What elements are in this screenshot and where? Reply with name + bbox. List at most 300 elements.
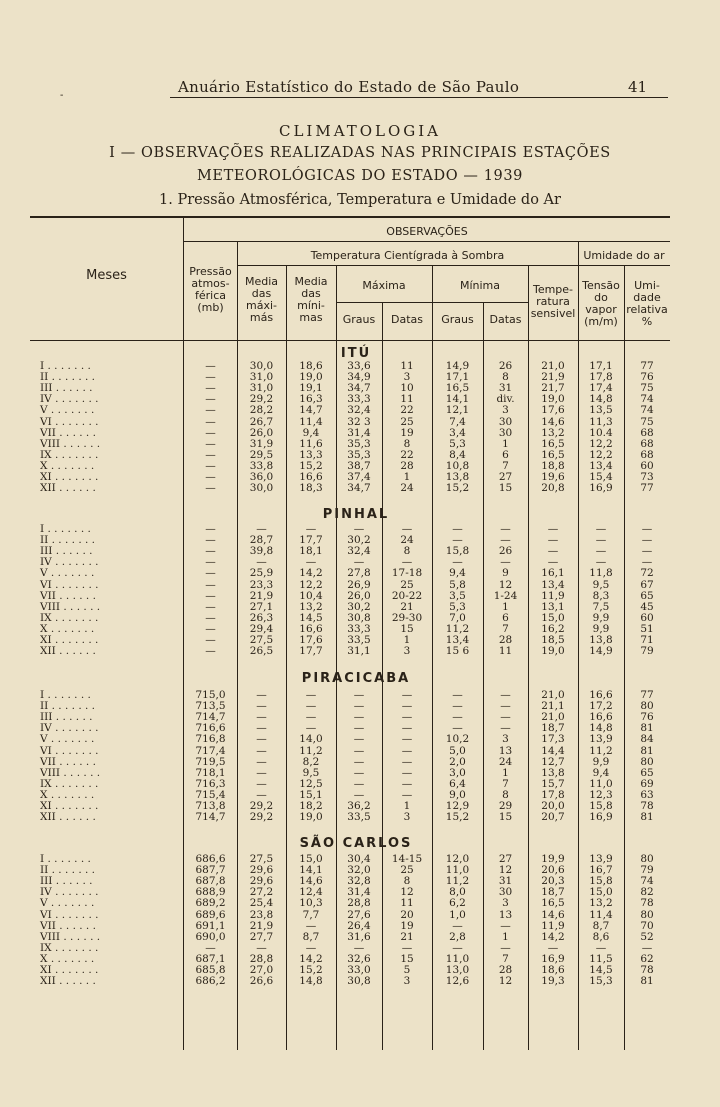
month-label: XII . . . . . . xyxy=(40,975,100,988)
month-label: XII . . . . . . xyxy=(40,645,100,658)
cell-max-graus: 34,9 xyxy=(347,371,371,384)
month-label: XI . . . . . . . xyxy=(40,634,99,646)
cell-media-max: 31,0 xyxy=(249,371,274,384)
cell-umidade-rel: 70 xyxy=(640,919,654,932)
cell-max-datas: 1 xyxy=(403,634,411,646)
cell-min-graus: 7,0 xyxy=(449,611,466,624)
month-label: II . . . . . . . xyxy=(40,371,96,384)
month-label: X . . . . . . . xyxy=(40,952,98,965)
table-row xyxy=(0,417,720,428)
cell-max-graus: 26,0 xyxy=(347,589,371,602)
table-row xyxy=(0,646,720,657)
cell-media-min: 11,2 xyxy=(299,744,323,757)
cell-media-max: — xyxy=(256,733,267,746)
cell-media-max: 27,2 xyxy=(249,886,274,899)
cell-temp-sensivel: 14,4 xyxy=(541,744,565,757)
header-observacoes: OBSERVAÇÕES xyxy=(386,225,468,238)
cell-max-datas: 5 xyxy=(403,964,411,976)
cell-media-min: 7,7 xyxy=(302,908,320,921)
cell-temp-sensivel: 11,9 xyxy=(541,919,565,932)
cell-max-graus: — xyxy=(353,788,365,801)
cell-media-max: 29,6 xyxy=(249,875,274,888)
header-temp-sensivel: Tempe- ratura sensivel xyxy=(530,283,576,320)
cell-min-graus: — xyxy=(452,689,463,701)
month-label: III . . . . . . xyxy=(40,545,96,558)
cell-pressao: 716,6 xyxy=(195,722,226,735)
cell-min-datas: 26 xyxy=(498,360,513,372)
cell-min-graus: 17,1 xyxy=(445,371,470,384)
cell-min-graus: 16,5 xyxy=(445,382,470,395)
cell-tensao-vapor: 7,5 xyxy=(592,600,610,613)
cell-max-graus: 27,6 xyxy=(347,908,371,921)
cell-min-graus: 1,0 xyxy=(449,908,466,921)
cell-umidade-rel: 81 xyxy=(640,722,654,735)
cell-media-max: — xyxy=(256,711,267,724)
cell-max-datas: 3 xyxy=(403,371,411,384)
cell-max-datas: 11 xyxy=(400,897,414,910)
cell-max-datas: 25 xyxy=(400,864,414,877)
month-label: VIII . . . . . . xyxy=(40,437,101,450)
cell-media-max: 29,2 xyxy=(249,393,274,406)
cell-min-datas: 24 xyxy=(498,755,513,768)
cell-tensao-vapor: 16,9 xyxy=(589,811,613,824)
cell-temp-sensivel: 21,1 xyxy=(541,700,565,713)
month-label: XII . . . . . . xyxy=(40,482,100,495)
cell-max-datas: 20 xyxy=(400,908,414,921)
cell-media-max: 21,9 xyxy=(249,919,274,932)
cell-min-graus: 3,4 xyxy=(449,426,466,439)
cell-temp-sensivel: 21,0 xyxy=(541,360,565,372)
cell-max-graus: 26,4 xyxy=(347,919,371,932)
cell-temp-sensivel: 15,7 xyxy=(541,777,565,790)
cell-max-datas: 19 xyxy=(400,919,414,932)
cell-temp-sensivel: 16,5 xyxy=(541,897,565,910)
cell-pressao: — xyxy=(205,426,216,439)
month-label: VII . . . . . . xyxy=(40,755,100,768)
cell-temp-sensivel: 20,3 xyxy=(541,875,565,888)
cell-min-datas: — xyxy=(500,689,511,701)
cell-pressao: — xyxy=(205,600,216,613)
station-name: PIRACICABA xyxy=(301,671,411,686)
cell-umidade-rel: 68 xyxy=(640,437,654,450)
cell-min-datas: 31 xyxy=(498,875,513,888)
cell-media-max: 31,9 xyxy=(249,437,274,450)
cell-min-graus: — xyxy=(452,556,463,569)
month-label: VI . . . . . . . xyxy=(40,578,99,591)
cell-temp-sensivel: 20,6 xyxy=(541,864,565,877)
header-media-max: Media das máxi- más xyxy=(244,275,279,324)
month-label: VII . . . . . . xyxy=(40,919,100,932)
cell-temp-sensivel: 13,2 xyxy=(541,426,565,439)
cell-min-datas: — xyxy=(500,556,511,569)
cell-pressao: — xyxy=(205,382,216,395)
month-label: III . . . . . . xyxy=(40,382,96,395)
cell-max-graus: 30,2 xyxy=(347,534,371,547)
cell-umidade-rel: 80 xyxy=(640,700,654,713)
cell-pressao: — xyxy=(205,459,216,472)
cell-media-max: 27,5 xyxy=(249,853,274,865)
cell-temp-sensivel: 13,4 xyxy=(541,578,565,591)
month-label: IV . . . . . . . xyxy=(40,722,99,735)
cell-min-datas: 13 xyxy=(498,908,513,921)
cell-media-min: 15,2 xyxy=(299,964,323,976)
cell-pressao: — xyxy=(205,415,216,428)
cell-max-graus: — xyxy=(353,700,365,713)
cell-min-datas: 26 xyxy=(498,545,513,558)
cell-min-graus: — xyxy=(452,941,463,954)
cell-pressao: 687,7 xyxy=(195,864,226,877)
cell-temp-sensivel: 20,0 xyxy=(541,800,565,812)
cell-tensao-vapor: 14,5 xyxy=(589,964,613,976)
cell-media-min: — xyxy=(305,700,317,713)
month-label: V . . . . . . . xyxy=(40,733,98,746)
cell-min-graus: — xyxy=(452,722,463,735)
cell-media-max: — xyxy=(256,556,267,569)
cell-media-min: 16,6 xyxy=(299,622,323,635)
cell-temp-sensivel: 19,3 xyxy=(541,975,565,988)
cell-pressao: 689,2 xyxy=(195,897,226,910)
cell-tensao-vapor: 13,9 xyxy=(589,733,613,746)
cell-max-datas: 12 xyxy=(400,886,414,899)
table-row xyxy=(0,898,720,909)
cell-min-datas: 12 xyxy=(498,578,513,591)
cell-min-graus: 3,0 xyxy=(449,766,466,779)
cell-max-graus: — xyxy=(353,744,365,757)
cell-media-max: 29,2 xyxy=(249,811,274,824)
cell-pressao: 685,8 xyxy=(195,964,226,976)
cell-umidade-rel: 80 xyxy=(640,908,654,921)
month-label: VII . . . . . . xyxy=(40,426,100,439)
cell-media-min: 18,2 xyxy=(299,800,323,812)
cell-min-graus: 5,0 xyxy=(449,744,466,757)
cell-tensao-vapor: 11,8 xyxy=(589,567,613,580)
cell-max-datas: — xyxy=(401,744,413,757)
cell-media-max: — xyxy=(256,700,267,713)
station-name: SÃO CARLOS xyxy=(299,836,413,851)
cell-tensao-vapor: 13,8 xyxy=(589,634,613,646)
cell-media-max: — xyxy=(256,755,267,768)
cell-max-graus: — xyxy=(353,523,365,535)
cell-min-graus: 13,8 xyxy=(445,471,470,483)
cell-tensao-vapor: 17,1 xyxy=(589,360,613,372)
cell-min-datas: 13 xyxy=(498,744,513,757)
cell-temp-sensivel: — xyxy=(547,545,559,558)
cell-umidade-rel: 68 xyxy=(640,448,654,461)
month-label: X . . . . . . . xyxy=(40,622,98,635)
month-label: IX . . . . . . . xyxy=(40,777,99,790)
cell-max-datas: 15 xyxy=(400,952,414,965)
cell-max-datas: 25 xyxy=(400,415,414,428)
cell-min-graus: 11,2 xyxy=(445,622,470,635)
cell-temp-sensivel: 21,7 xyxy=(541,382,565,395)
header-temperatura: Temperatura Cientígrada à Sombra xyxy=(310,249,505,262)
cell-pressao: — xyxy=(205,556,216,569)
cell-max-graus: 31,4 xyxy=(347,426,371,439)
cell-pressao: 689,6 xyxy=(195,908,226,921)
cell-min-datas: 28 xyxy=(498,634,513,646)
cell-min-graus: 5,3 xyxy=(449,437,466,450)
cell-tensao-vapor: 17,4 xyxy=(589,382,613,395)
cell-umidade-rel: 72 xyxy=(640,567,654,580)
cell-media-max: 28,7 xyxy=(249,534,274,547)
cell-min-graus: 2,8 xyxy=(449,930,466,943)
month-label: I . . . . . . . xyxy=(40,853,95,865)
cell-umidade-rel: 81 xyxy=(640,811,654,824)
cell-media-min: — xyxy=(305,941,317,954)
cell-min-datas: 1 xyxy=(502,766,509,779)
cell-media-max: 26,6 xyxy=(249,975,274,988)
cell-media-min: 14,1 xyxy=(299,864,323,877)
table-row xyxy=(0,910,720,921)
cell-min-datas: — xyxy=(500,941,511,954)
cell-temp-sensivel: 16,2 xyxy=(541,622,565,635)
cell-min-graus: — xyxy=(452,711,463,724)
cell-umidade-rel: — xyxy=(641,534,653,547)
cell-pressao: 690,0 xyxy=(195,930,226,943)
cell-umidade-rel: 60 xyxy=(640,611,654,624)
cell-min-datas: 28 xyxy=(498,964,513,976)
cell-tensao-vapor: 11,2 xyxy=(589,744,613,757)
cell-min-datas: 30 xyxy=(498,886,513,899)
cell-pressao: 714,7 xyxy=(195,711,226,724)
cell-min-datas: 11 xyxy=(498,645,513,658)
cell-tensao-vapor: 8,6 xyxy=(592,930,610,943)
cell-min-datas: 30 xyxy=(498,426,513,439)
cell-media-max: 36,0 xyxy=(249,471,274,483)
cell-temp-sensivel: 12,7 xyxy=(541,755,565,768)
cell-media-max: 29,4 xyxy=(249,622,274,635)
cell-media-max: — xyxy=(256,689,267,701)
cell-temp-sensivel: 14,6 xyxy=(541,415,565,428)
header-rule xyxy=(170,97,668,98)
section-title: CLIMATOLOGIA xyxy=(278,122,442,140)
cell-max-graus: 32,6 xyxy=(347,952,371,965)
cell-pressao: 686,6 xyxy=(195,853,226,865)
month-label: IV . . . . . . . xyxy=(40,556,99,569)
cell-umidade-rel: 80 xyxy=(640,755,654,768)
cell-temp-sensivel: 14,2 xyxy=(541,930,565,943)
cell-media-max: — xyxy=(256,523,267,535)
cell-pressao: — xyxy=(205,448,216,461)
cell-max-graus: — xyxy=(353,777,365,790)
cell-max-graus: 32 3 xyxy=(347,415,371,428)
cell-media-min: 14,0 xyxy=(299,733,323,746)
cell-min-graus: 9,4 xyxy=(449,567,466,580)
cell-tensao-vapor: 13,9 xyxy=(589,853,613,865)
cell-max-graus: 33,6 xyxy=(347,360,371,372)
cell-media-max: 27,1 xyxy=(249,600,274,613)
cell-tensao-vapor: 15,3 xyxy=(589,975,613,988)
cell-max-datas: — xyxy=(401,556,413,569)
cell-umidade-rel: — xyxy=(641,523,653,535)
cell-min-graus: 2,0 xyxy=(449,755,466,768)
cell-max-datas: 10 xyxy=(400,382,414,395)
header-pressao: Pressão atmos- férica (mb) xyxy=(189,265,232,314)
cell-media-min: 15,0 xyxy=(299,853,323,865)
cell-temp-sensivel: 19,0 xyxy=(541,645,565,658)
cell-max-graus: 31,1 xyxy=(347,645,371,658)
cell-min-datas: — xyxy=(500,722,511,735)
cell-min-datas: 7 xyxy=(502,622,509,635)
cell-pressao: 686,2 xyxy=(195,975,226,988)
cell-media-max: 26,5 xyxy=(249,645,274,658)
cell-tensao-vapor: 17,2 xyxy=(589,700,613,713)
cell-media-max: 39,8 xyxy=(249,545,274,558)
cell-media-max: 26,7 xyxy=(249,415,274,428)
month-label: I . . . . . . . xyxy=(40,689,95,701)
cell-tensao-vapor: — xyxy=(595,534,607,547)
cell-max-graus: 30,8 xyxy=(347,611,371,624)
cell-umidade-rel: 74 xyxy=(640,393,654,406)
cell-media-max: 28,8 xyxy=(249,952,274,965)
cell-tensao-vapor: — xyxy=(595,523,607,535)
cell-media-min: — xyxy=(305,556,317,569)
cell-min-datas: — xyxy=(500,523,511,535)
cell-min-datas: 8 xyxy=(502,371,509,384)
cell-min-datas: 3 xyxy=(502,733,509,746)
cell-media-min: 14,8 xyxy=(299,975,323,988)
cell-max-graus: — xyxy=(353,711,365,724)
cell-temp-sensivel: — xyxy=(547,523,559,535)
cell-media-min: 19,1 xyxy=(299,382,323,395)
cell-tensao-vapor: 9,9 xyxy=(592,755,610,768)
cell-tensao-vapor: 15,0 xyxy=(589,886,613,899)
cell-tensao-vapor: 11,4 xyxy=(589,908,613,921)
cell-pressao: 714,7 xyxy=(195,811,226,824)
cell-min-graus: 14,1 xyxy=(445,393,470,406)
cell-max-graus: — xyxy=(353,722,365,735)
cell-tensao-vapor: 11,5 xyxy=(589,952,613,965)
cell-media-max: — xyxy=(256,766,267,779)
month-label: IX . . . . . . . xyxy=(40,941,99,954)
header-tensao: Tensão do vapor (m/m) xyxy=(582,279,620,328)
cell-umidade-rel: 77 xyxy=(640,360,654,372)
cell-pressao: 716,3 xyxy=(195,777,226,790)
cell-media-min: 14,2 xyxy=(299,567,323,580)
cell-max-graus: 33,0 xyxy=(347,964,371,976)
cell-min-datas: 12 xyxy=(498,975,513,988)
cell-pressao: — xyxy=(205,545,216,558)
cell-tensao-vapor: 8,3 xyxy=(592,589,610,602)
cell-min-graus: 12,0 xyxy=(445,853,470,865)
cell-pressao: — xyxy=(205,941,216,954)
cell-umidade-rel: 75 xyxy=(640,382,654,395)
cell-max-datas: 29-30 xyxy=(391,611,423,624)
cell-umidade-rel: 81 xyxy=(640,975,654,988)
cell-media-min: 18,3 xyxy=(299,482,323,495)
cell-umidade-rel: 84 xyxy=(640,733,654,746)
cell-media-min: 13,3 xyxy=(299,448,323,461)
cell-min-datas: 7 xyxy=(502,777,509,790)
cell-min-graus: 13,4 xyxy=(445,634,470,646)
margin-mark: - xyxy=(60,90,64,101)
cell-temp-sensivel: 18,7 xyxy=(541,886,565,899)
cell-temp-sensivel: 11,9 xyxy=(541,589,565,602)
station-name: PINHAL xyxy=(322,507,390,522)
cell-temp-sensivel: 17,6 xyxy=(541,404,565,417)
header-maxima-graus: Graus xyxy=(342,313,376,326)
cell-min-datas: 15 xyxy=(498,811,513,824)
cell-min-datas: 7 xyxy=(502,952,509,965)
month-label: I . . . . . . . xyxy=(40,523,95,535)
cell-min-datas: 1 xyxy=(502,437,509,450)
cell-min-graus: 8,0 xyxy=(449,886,466,899)
cell-max-datas: 11 xyxy=(400,393,414,406)
cell-pressao: 713,5 xyxy=(195,700,226,713)
header-umidade-relativa: Umi- dade relativa % xyxy=(626,279,668,328)
cell-min-graus: 6,2 xyxy=(449,897,466,910)
cell-tensao-vapor: 9,5 xyxy=(592,578,610,591)
cell-min-graus: 11,0 xyxy=(445,952,470,965)
cell-tensao-vapor: 14,9 xyxy=(589,645,613,658)
cell-max-datas: — xyxy=(401,722,413,735)
cell-media-max: 26,0 xyxy=(249,426,274,439)
table-row xyxy=(0,812,720,823)
cell-tensao-vapor: 16,6 xyxy=(589,711,613,724)
month-label: I . . . . . . . xyxy=(40,360,95,372)
cell-tensao-vapor: 16,7 xyxy=(589,864,613,877)
cell-umidade-rel: 51 xyxy=(640,622,654,635)
month-label: V . . . . . . . xyxy=(40,404,98,417)
cell-pressao: — xyxy=(205,471,216,483)
cell-max-graus: 26,9 xyxy=(347,578,371,591)
cell-media-min: — xyxy=(305,919,317,932)
cell-temp-sensivel: 19,6 xyxy=(541,471,565,483)
table-row xyxy=(0,580,720,591)
cell-umidade-rel: 77 xyxy=(640,482,654,495)
month-label: IV . . . . . . . xyxy=(40,886,99,899)
cell-umidade-rel: 75 xyxy=(640,415,654,428)
header-maxima-datas: Datas xyxy=(391,313,423,326)
cell-max-graus: 32,4 xyxy=(347,404,371,417)
cell-tensao-vapor: 12,2 xyxy=(589,448,613,461)
cell-media-min: 8,7 xyxy=(302,930,320,943)
cell-max-graus: 33,5 xyxy=(347,634,371,646)
cell-pressao: — xyxy=(205,482,216,495)
cell-min-graus: 6,4 xyxy=(449,777,466,790)
cell-min-datas: 27 xyxy=(498,853,513,865)
cell-umidade-rel: 79 xyxy=(640,864,654,877)
cell-min-datas: — xyxy=(500,919,511,932)
cell-min-datas: 9 xyxy=(502,567,509,580)
table-row xyxy=(0,483,720,494)
cell-max-graus: 33,5 xyxy=(347,811,371,824)
page-number: 41 xyxy=(628,78,648,96)
month-label: VIII . . . . . . xyxy=(40,930,101,943)
table-row xyxy=(0,976,720,987)
cell-media-min: 18,6 xyxy=(299,360,323,372)
cell-max-datas: 22 xyxy=(400,448,414,461)
cell-umidade-rel: 76 xyxy=(640,711,654,724)
cell-pressao: 718,1 xyxy=(195,766,226,779)
cell-temp-sensivel: 21,0 xyxy=(541,711,565,724)
cell-umidade-rel: 60 xyxy=(640,459,654,472)
cell-media-max: 33,8 xyxy=(249,459,274,472)
cell-min-datas: 3 xyxy=(502,404,509,417)
cell-umidade-rel: 78 xyxy=(640,964,654,976)
cell-min-graus: — xyxy=(452,700,463,713)
cell-umidade-rel: 79 xyxy=(640,645,654,658)
header-media-min: Media das míni- mas xyxy=(294,275,328,324)
cell-temp-sensivel: 16,1 xyxy=(541,567,565,580)
cell-min-datas: 1-24 xyxy=(493,589,518,602)
chapter-title: I — OBSERVAÇÕES REALIZADAS NAS PRINCIPAIS ESTAÇÕES xyxy=(109,145,611,161)
cell-max-datas: 17-18 xyxy=(391,567,423,580)
cell-max-graus: 34,7 xyxy=(347,382,371,395)
header-minima-datas: Datas xyxy=(489,313,522,326)
cell-max-graus: — xyxy=(353,755,365,768)
cell-min-graus: 12,1 xyxy=(445,404,470,417)
